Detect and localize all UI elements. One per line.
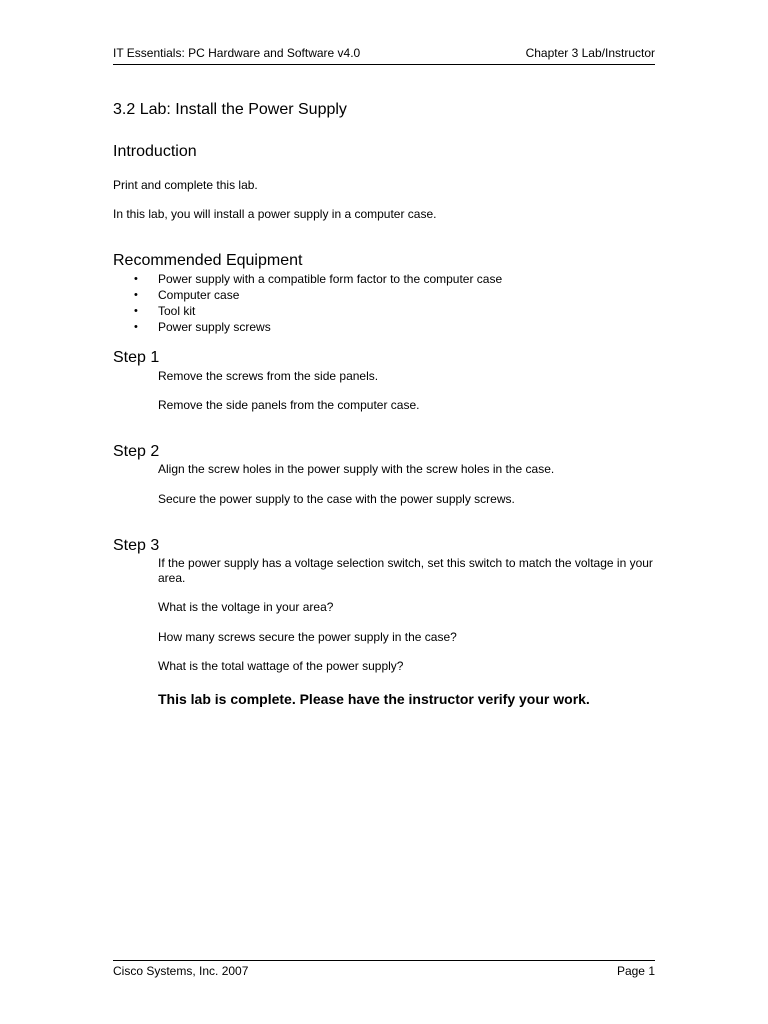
lab-complete-note: This lab is complete. Please have the instructor verify your work. [158, 691, 590, 707]
step-3-question: How many screws secure the power supply in the case? [158, 630, 457, 644]
lab-title: 3.2 Lab: Install the Power Supply [113, 101, 347, 118]
step-3-paragraph: If the power supply has a voltage selection switch, set this switch to match the voltage in your area. [158, 556, 653, 585]
step-2-paragraph: Align the screw holes in the power supply with the screw holes in the case. [158, 462, 555, 476]
list-item [113, 271, 502, 287]
step-1-paragraph: Remove the screws from the side panels. [158, 369, 379, 383]
step-1-heading: Step 1 [113, 349, 160, 366]
step-2-heading: Step 2 [113, 443, 160, 460]
step-2-paragraph: Secure the power supply to the case with the power supply screws. [158, 492, 515, 506]
bullet-icon: • [134, 305, 138, 317]
bullet-icon: • [134, 289, 138, 301]
bullet-icon: • [134, 321, 138, 333]
introduction-paragraph: Print and complete this lab. [113, 178, 258, 192]
introduction-paragraph: In this lab, you will install a power supply in a computer case. [113, 207, 437, 221]
step-3-heading: Step 3 [113, 537, 160, 554]
header-course-title: IT Essentials: PC Hardware and Software v4.0 [113, 46, 361, 60]
step-3-question: What is the total wattage of the power supply? [158, 659, 404, 673]
header-chapter-label: Chapter 3 Lab/Instructor [525, 46, 655, 60]
equipment-heading: Recommended Equipment [113, 252, 303, 269]
equipment-list [113, 271, 502, 335]
introduction-heading: Introduction [113, 143, 197, 160]
bullet-icon: • [134, 273, 138, 285]
footer-page-number: Page 1 [616, 964, 655, 978]
list-item [113, 287, 502, 303]
equipment-item-label: Computer case [158, 288, 240, 302]
equipment-item-label: Power supply with a compatible form factor to the computer case [158, 272, 503, 286]
step-3-question: What is the voltage in your area? [158, 600, 334, 614]
list-item [113, 319, 502, 335]
equipment-item-label: Power supply screws [158, 320, 271, 334]
footer-company: Cisco Systems, Inc. 2007 [113, 964, 249, 978]
page-footer [113, 960, 655, 981]
equipment-item-label: Tool kit [158, 304, 196, 318]
list-item [113, 303, 502, 319]
page-header [113, 45, 655, 65]
step-1-paragraph: Remove the side panels from the computer case. [158, 398, 420, 412]
